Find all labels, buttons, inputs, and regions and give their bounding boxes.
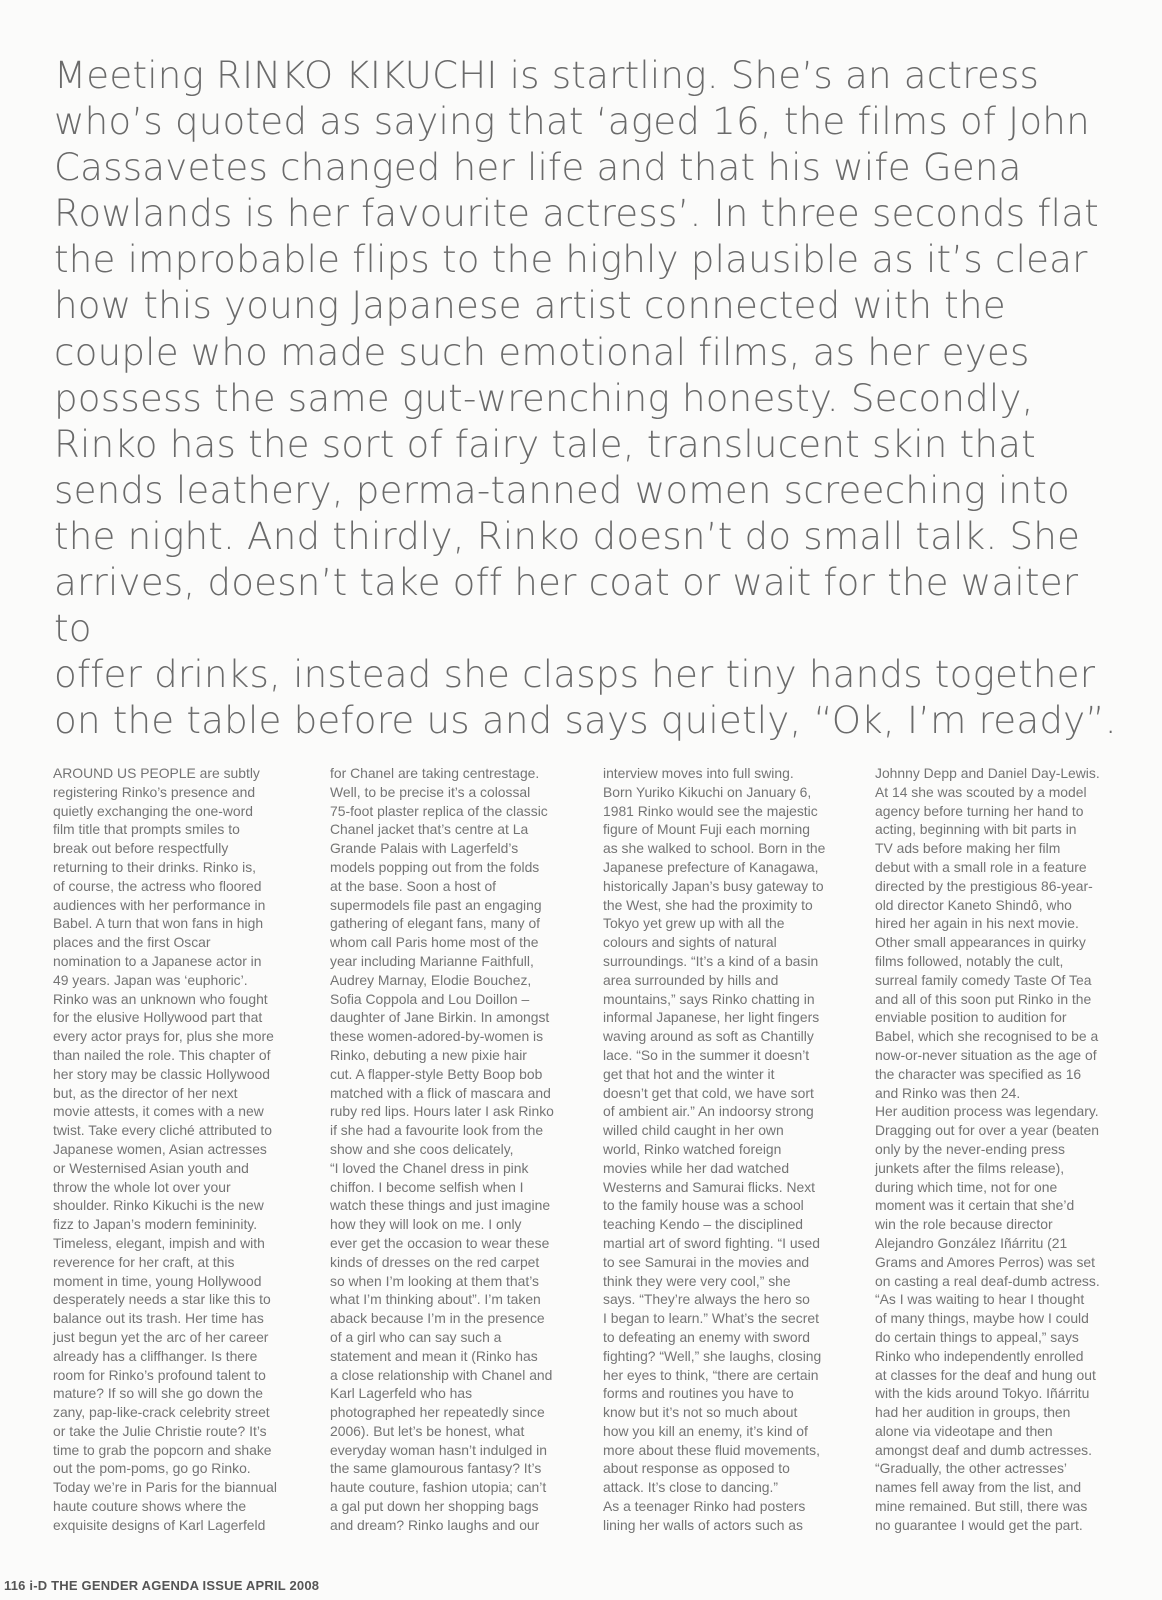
body-column-3: interview moves into full swing. Born Yuriko Kikuchi on January 6, 1981 Rinko would see the majestic figure of Mount Fuji each morning as she walked to school. Born in the Japanese prefecture of Kanagawa, historically Japan’s busy gateway to the West, she had the proximity to Tokyo yet grew up with all the colours and sights of natural surroundings. “It’s a kind of a basin area surrounded by hills and mountains,” says Rinko chatting in informal Japanese, her light fingers waving around as soft as Chantilly lace. “So in the summer it doesn’t get that hot and the winter it doesn’t get that cold, we have sort of ambient air.” An indoorsy strong willed child caught in her own world, Rinko watched foreign movies while her dad watched Westerns and Samurai flicks. Next to the family house was a school teaching Kendo – the disciplined martial art of sword fighting. “I used to see Samurai in the movies and think they were very cool,” she says. “They’re always the hero so I began to learn.” What’s the secret to defeating an enemy with sword fighting? “Well,” she laughs, closing her eyes to think, “there are certain forms and routines you have to know but it’s not so much about how you kill an enemy, it’s kind of more about these fluid movements, about response as opposed to attack. It’s close to dancing.” As a teenager Rinko had posters lining her walls of actors such as (603, 765, 826, 1533)
intro-paragraph: Meeting RINKO KIKUCHI is startling. She’s an actress who’s quoted as saying that ‘aged 16, the films of John Cassavetes changed her life and that his wife Gena Rowlands is her favourite actress’. In three seconds flat the improbable flips to the highly plausible as it’s clear how this young Japanese artist connected with the couple who made such emotional films, as her eyes possess the same gut-wrenching honesty. Secondly, Rinko has the sort of fairy tale, translucent skin that sends leathery, perma-tanned women screeching into the night. And thirdly, Rinko doesn’t do small talk. She arrives, doesn’t take off her coat or wait for the waiter to offer drinks, instead she clasps her tiny hands together on the table before us and says quietly, “Ok, I’m ready”. (54, 53, 1117, 743)
body-column-4: Johnny Depp and Daniel Day-Lewis. At 14 she was scouted by a model agency before turning her hand to acting, beginning with bit parts in TV ads before making her film debut with a small role in a feature directed by the prestigious 86-year- old director Kaneto Shindô, who hired her again in his next movie. Other small appearances in quirky films followed, notably the cult, surreal family comedy Taste Of Tea and all of this soon put Rinko in the enviable position to audition for Babel, which she recognised to be a now-or-never situation as the age of the character was specified as 16 and Rinko was then 24. Her audition process was legendary. Dragging out for over a year (beaten only by the never-ending press junkets after the films release), during which time, not for one moment was it certain that she’d win the role because director Alejandro González Iñárritu (21 Grams and Amores Perros) was set on casting a real deaf-dumb actress. “As I was waiting to hear I thought of many things, maybe how I could do certain things to appeal,” says Rinko who independently enrolled at classes for the deaf and hung out with the kids around Tokyo. Iñárritu had her audition in groups, then alone via videotape and then amongst deaf and dumb actresses. “Gradually, the other actresses’ names fell away from the list, and mine remained. But still, there was no guarantee I would get the part. (875, 765, 1100, 1533)
body-column-2: for Chanel are taking centrestage. Well, to be precise it’s a colossal 75-foot plaster replica of the classic Chanel jacket that’s centre at La Grande Palais with Lagerfeld’s models popping out from the folds at the base. Soon a host of supermodels file past an engaging gathering of elegant fans, many of whom call Paris home most of the year including Marianne Faithfull, Audrey Marnay, Elodie Bouchez, Sofia Coppola and Lou Doillon – daughter of Jane Birkin. In amongst these women-adored-by-women is Rinko, debuting a new pixie hair cut. A flapper-style Betty Boop bob matched with a flick of mascara and ruby red lips. Hours later I ask Rinko if she had a favourite look from the show and she coos delicately, “I loved the Chanel dress in pink chiffon. I become selfish when I watch these things and just imagine how they will look on me. I only ever get the occasion to wear these kinds of dresses on the red carpet so when I’m looking at them that’s what I’m thinking about”. I’m taken aback because I’m in the presence of a girl who can say such a statement and mean it (Rinko has a close relationship with Chanel and Karl Lagerfeld who has photographed her repeatedly since 2006). But let’s be honest, what everyday woman hasn’t indulged in the same glamourous fantasy? It’s haute couture, fashion utopia; can’t a gal put down her shopping bags and dream? Rinko laughs and our (330, 765, 554, 1533)
page-folio: 116 i-D THE GENDER AGENDA ISSUE APRIL 2008 (4, 1578, 320, 1593)
body-columns (0, 764, 1162, 1564)
body-column-1: AROUND US PEOPLE are subtly registering Rinko’s presence and quietly exchanging the one-word film title that prompts smiles to break out before respectfully returning to their drinks. Rinko is, of course, the actress who floored audiences with her performance in Babel. A turn that won fans in high places and the first Oscar nomination to a Japanese actor in 49 years. Japan was ‘euphoric’. Rinko was an unknown who fought for the elusive Hollywood part that every actor prays for, plus she more than nailed the role. This chapter of her story may be classic Hollywood but, as the director of her next movie attests, it comes with a new twist. Take every cliché attributed to Japanese women, Asian actresses or Westernised Asian youth and throw the whole lot over your shoulder. Rinko Kikuchi is the new fizz to Japan’s modern femininity. Timeless, elegant, impish and with reverence for her craft, at this moment in time, young Hollywood desperately needs a star like this to balance out its trash. Her time has just begun yet the arc of her career already has a cliffhanger. Is there room for Rinko’s profound talent to mature? If so will she go down the zany, pap-like-crack celebrity street or take the Julie Christie route? It’s time to grab the popcorn and shake out the pom-poms, go go Rinko. Today we’re in Paris for the biannual haute couture shows where the exquisite designs of Karl Lagerfeld (53, 765, 277, 1533)
